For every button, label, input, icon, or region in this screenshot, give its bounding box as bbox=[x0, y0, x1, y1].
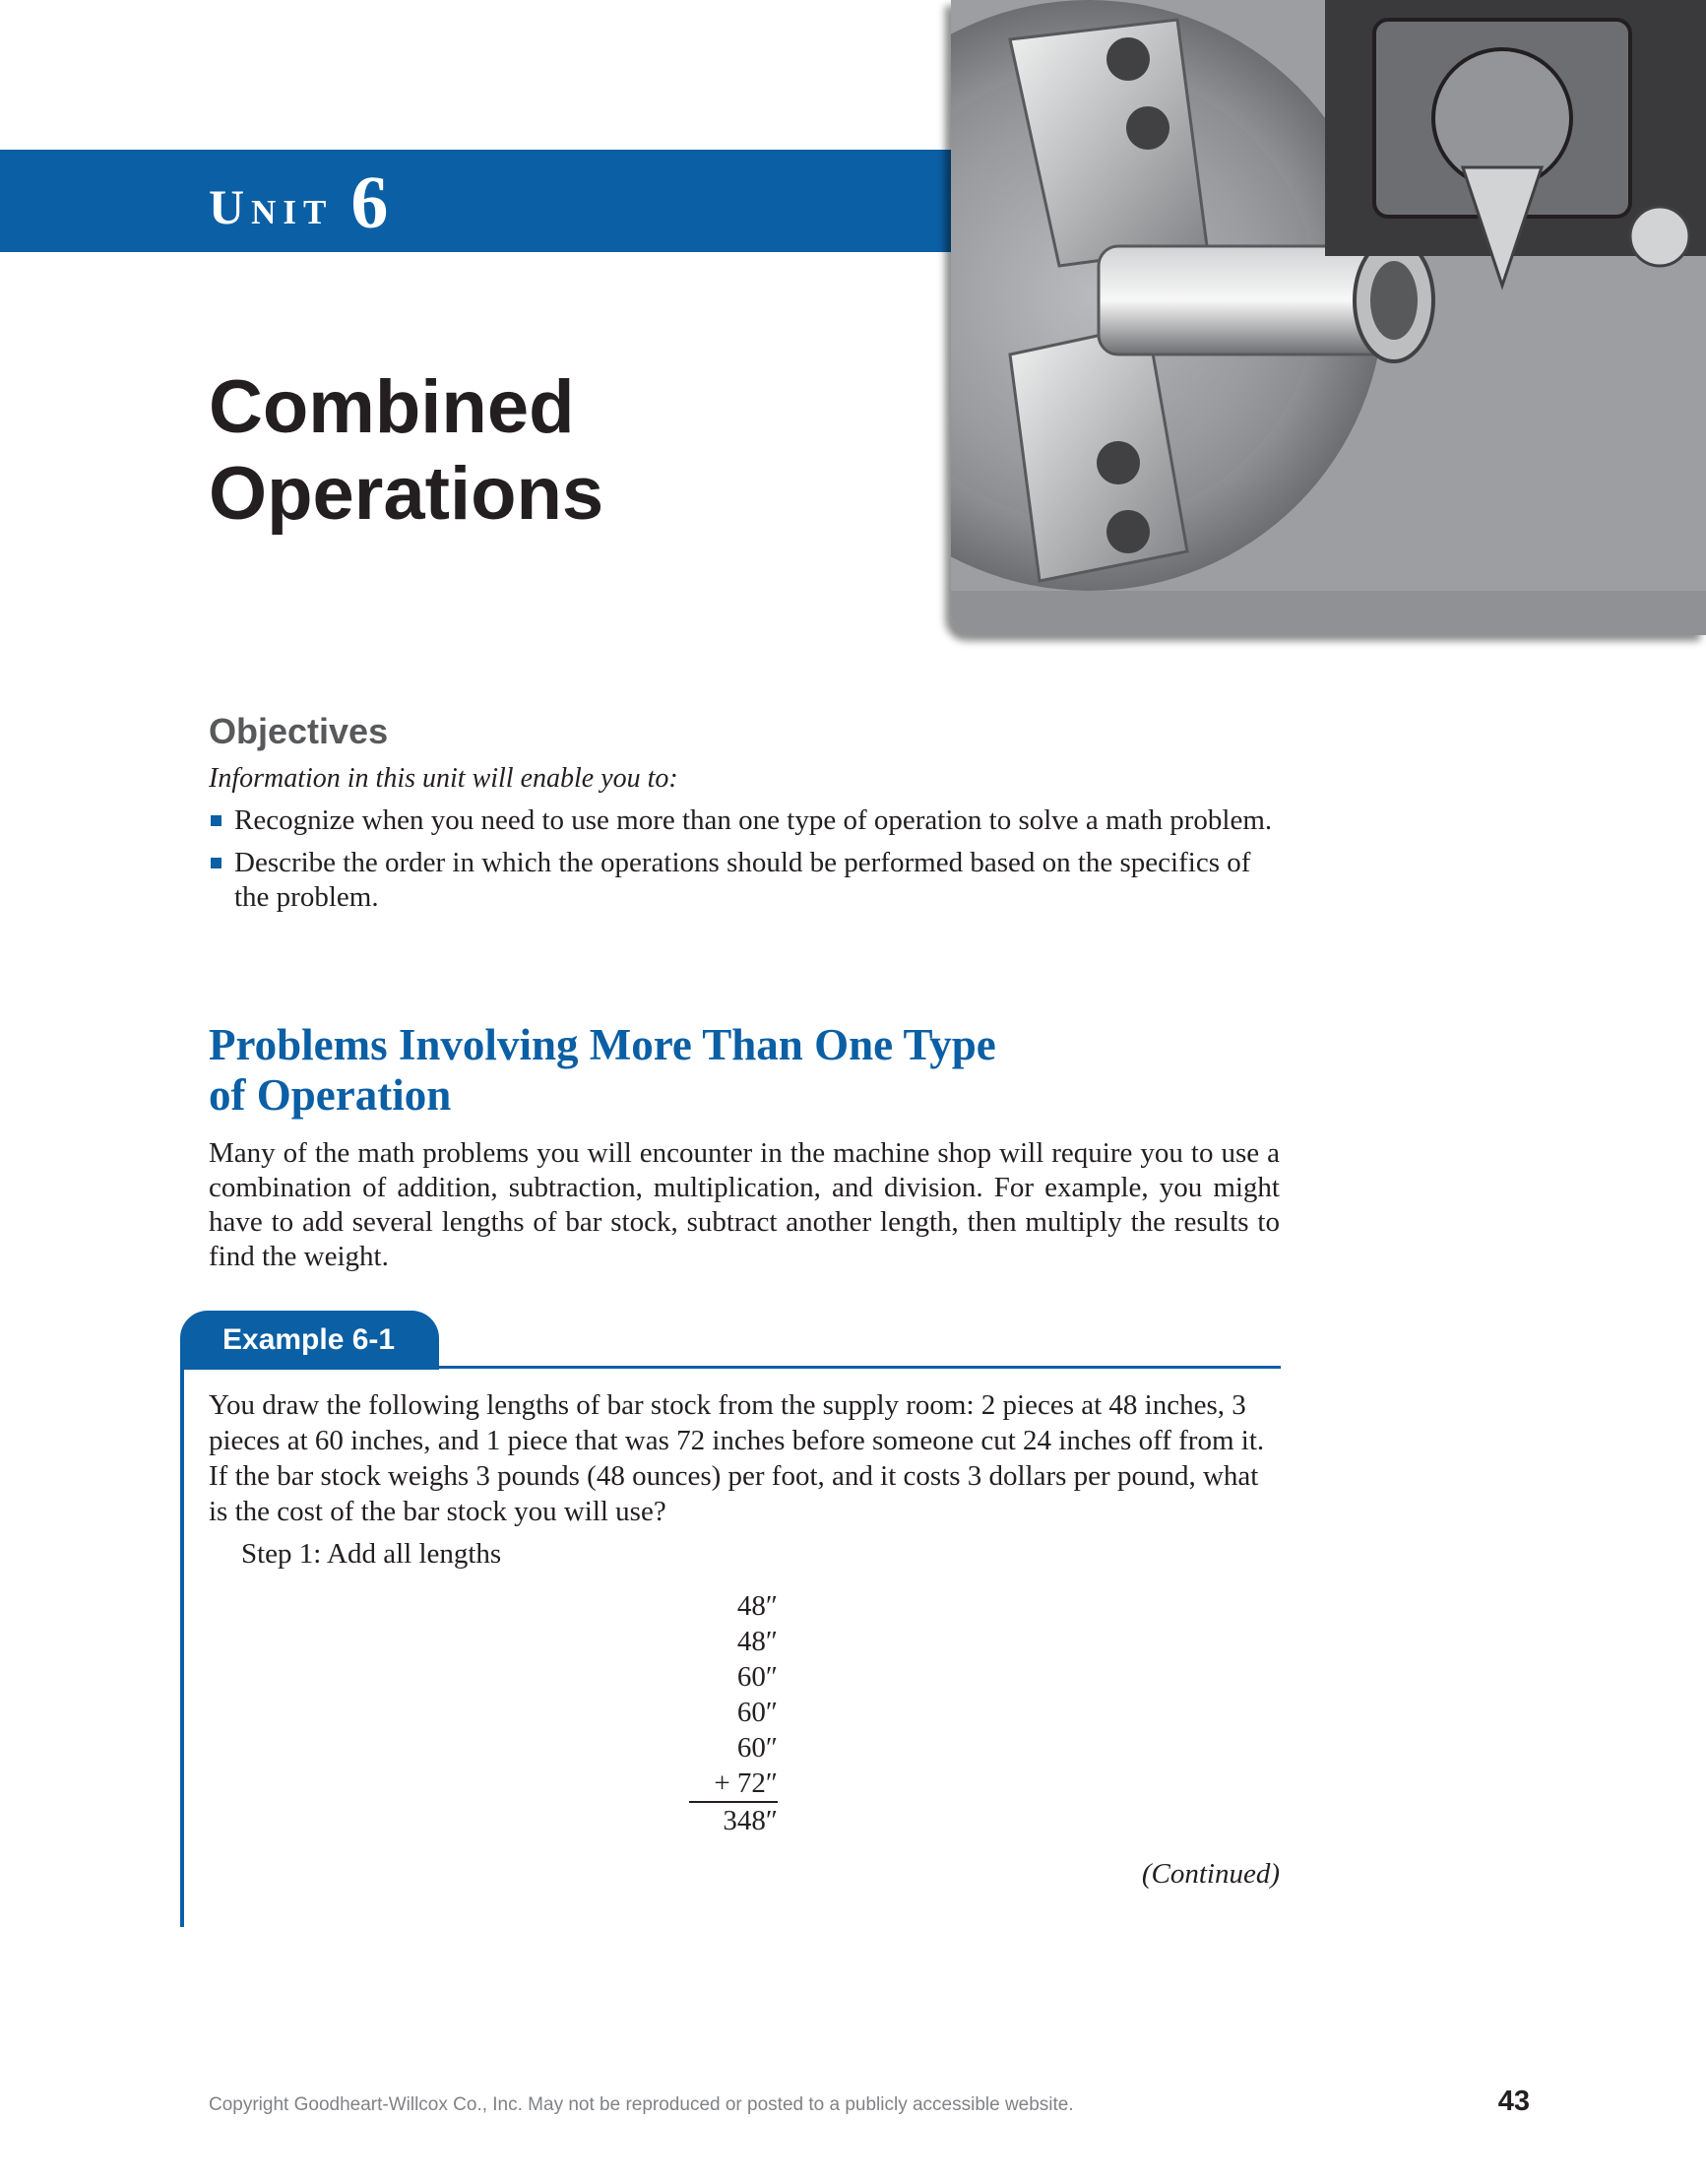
addend: 60″ bbox=[736, 1697, 778, 1728]
unit-number: 6 bbox=[350, 161, 389, 244]
objectives-intro: Information in this unit will enable you to: bbox=[209, 763, 678, 794]
objective-item bbox=[209, 846, 1282, 915]
page-number: 43 bbox=[1497, 2086, 1530, 2117]
addend: 48″ bbox=[736, 1590, 778, 1622]
addend: 60″ bbox=[736, 1732, 778, 1764]
objectives-list bbox=[209, 803, 1282, 923]
chapter-title-line-1: Combined bbox=[209, 365, 575, 449]
square-bullet-icon bbox=[211, 858, 221, 868]
chapter-title bbox=[209, 364, 603, 538]
objective-text: Recognize when you need to use more than one type of operation to solve a math problem. bbox=[234, 804, 1273, 836]
square-bullet-icon bbox=[211, 815, 221, 826]
copyright-notice: Copyright Goodheart-Willcox Co., Inc. May not be reproduced or posted to a publicly accessible website. bbox=[209, 2094, 1074, 2115]
chapter-title-line-2: Operations bbox=[209, 452, 604, 536]
section-paragraph: Many of the math problems you will encounter in the machine shop will require you to use a combination of addition, subtraction, multiplication, and division. For example, you might have to add several lengths of bar stock, subtract another length, then multiply the results to find the weight. bbox=[209, 1137, 1280, 1272]
unit-label bbox=[209, 161, 389, 244]
objectives-heading: Objectives bbox=[209, 711, 389, 751]
unit-banner bbox=[0, 150, 951, 252]
example-step: Step 1: Add all lengths bbox=[241, 1538, 502, 1570]
objective-item bbox=[209, 803, 1282, 838]
section-heading-line-2: of Operation bbox=[209, 1070, 452, 1120]
example-left-rule bbox=[180, 1368, 184, 1927]
section-heading bbox=[209, 1020, 1292, 1121]
addition-sum: 348″ bbox=[723, 1805, 778, 1836]
addend: 60″ bbox=[736, 1661, 778, 1693]
unit-word: Unit bbox=[209, 179, 334, 234]
addition-column bbox=[689, 1588, 778, 1838]
example-label: Example 6-1 bbox=[222, 1323, 396, 1356]
section-heading-line-1: Problems Involving More Than One Type bbox=[209, 1020, 996, 1069]
addend: 48″ bbox=[736, 1626, 778, 1657]
objective-text: Describe the order in which the operations should be performed based on the specifics of the problem. bbox=[234, 847, 1251, 913]
lathe-chuck-photo bbox=[951, 0, 1706, 635]
example-top-rule bbox=[433, 1366, 1281, 1369]
addend-last: + 72″ bbox=[689, 1766, 778, 1803]
example-problem-text: You draw the following lengths of bar stock from the supply room: 2 pieces at 48 inches, 3 pieces at 60 inches, and 1 piece that was 72 inches before someone cut 24 inches off from it. If the bar stock weighs 3 pounds (48 ounces) per foot, and it costs 3 dollars per pound, what is the cost of the bar stock you will use? bbox=[209, 1389, 1265, 1527]
continued-note: (Continued) bbox=[1141, 1858, 1280, 1890]
